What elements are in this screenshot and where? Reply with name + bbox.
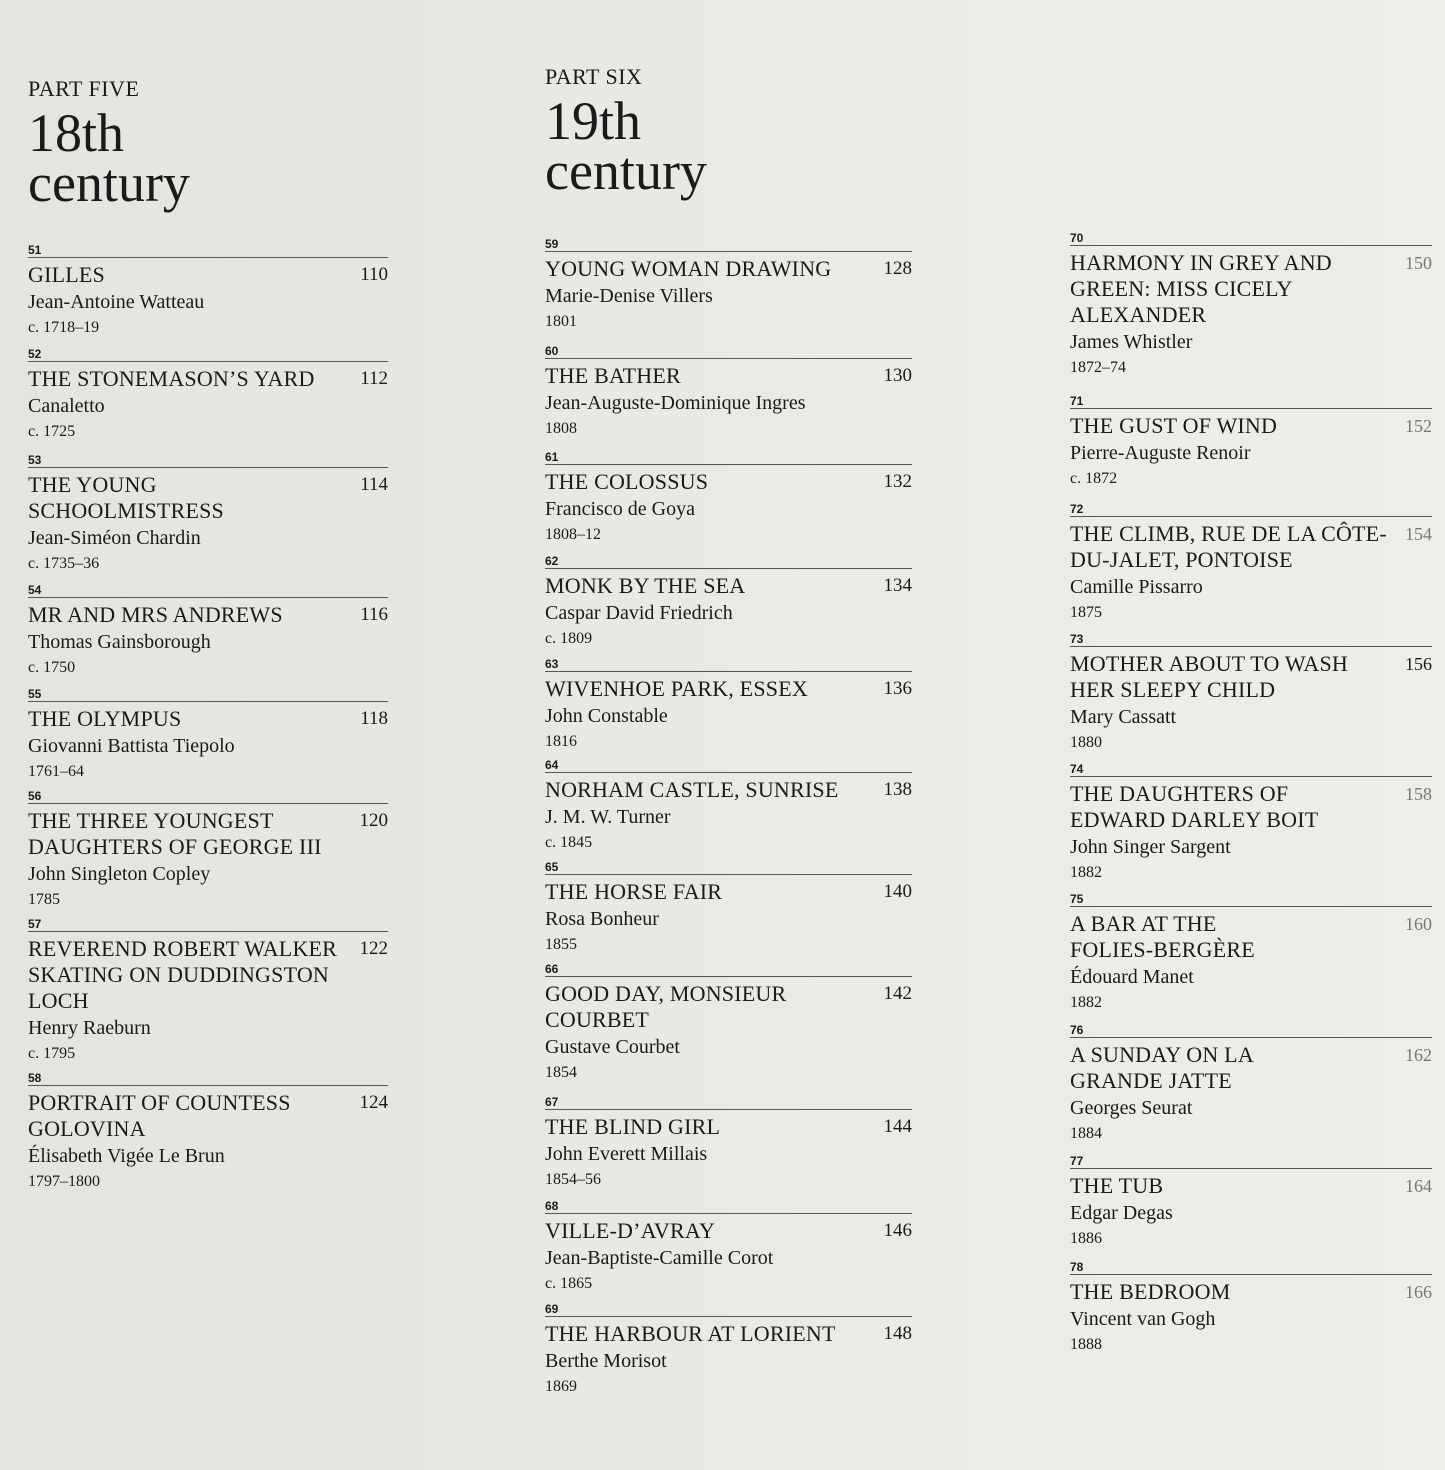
entry-title: THE OLYMPUS xyxy=(28,706,182,731)
entry-number: 69 xyxy=(545,1302,559,1316)
entry-date: 1888 xyxy=(1070,1336,1102,1353)
entry-title: THE HARBOUR AT LORIENT xyxy=(545,1321,836,1346)
contents-entry[interactable] xyxy=(1070,503,1432,633)
entry-number: 56 xyxy=(28,789,42,803)
entry-title: GOOD DAY, MONSIEUR COURBET xyxy=(545,981,787,1032)
entry-number: 63 xyxy=(545,657,559,671)
entry-number: 73 xyxy=(1070,632,1084,646)
entry-title: THE YOUNG SCHOOLMISTRESS xyxy=(28,472,224,523)
contents-entry[interactable] xyxy=(545,345,912,451)
contents-entry[interactable] xyxy=(545,555,912,658)
entry-artist: Caspar David Friedrich xyxy=(545,602,733,624)
entry-page-number: 116 xyxy=(360,604,388,625)
entry-date: c. 1795 xyxy=(28,1045,76,1062)
entry-date: c. 1750 xyxy=(28,659,76,676)
entry-date: 1882 xyxy=(1070,864,1102,881)
entry-title: MR AND MRS ANDREWS xyxy=(28,602,283,627)
contents-entry[interactable] xyxy=(545,451,912,555)
entry-date: 1808 xyxy=(545,420,577,437)
entry-page-number: 138 xyxy=(883,779,912,800)
entry-page-number: 132 xyxy=(883,471,912,492)
entry-date: c. 1725 xyxy=(28,423,76,440)
entry-number: 72 xyxy=(1070,502,1084,516)
entry-number: 67 xyxy=(545,1095,559,1109)
entry-page-number: 114 xyxy=(360,474,388,495)
entry-date: 1882 xyxy=(1070,994,1102,1011)
entry-artist: Rosa Bonheur xyxy=(545,908,659,930)
entry-number: 61 xyxy=(545,450,559,464)
part-title-line: 19th xyxy=(545,91,642,151)
entry-number: 55 xyxy=(28,687,42,701)
entry-title: NORHAM CASTLE, SUNRISE xyxy=(545,777,839,802)
entry-number: 77 xyxy=(1070,1154,1084,1168)
entry-number: 53 xyxy=(28,453,42,467)
entry-date: 1785 xyxy=(28,891,60,908)
part-label: PART FIVE xyxy=(28,76,140,101)
entry-page-number: 146 xyxy=(883,1220,912,1241)
entry-page-number: 140 xyxy=(883,881,912,902)
entry-page-number: 162 xyxy=(1405,1045,1432,1065)
contents-entry[interactable] xyxy=(28,244,388,348)
entry-page-number: 166 xyxy=(1405,1282,1432,1302)
contents-entry[interactable] xyxy=(545,1303,912,1407)
entry-number: 71 xyxy=(1070,394,1084,408)
entry-title: THE COLOSSUS xyxy=(545,469,709,494)
entry-page-number: 156 xyxy=(1405,654,1432,674)
contents-entry[interactable] xyxy=(545,658,912,759)
entry-page-number: 150 xyxy=(1405,253,1432,273)
entry-artist: Gustave Courbet xyxy=(545,1036,680,1058)
entry-number: 62 xyxy=(545,554,559,568)
entry-date: 1872–74 xyxy=(1070,359,1126,376)
entry-page-number: 164 xyxy=(1405,1176,1432,1196)
entry-artist: John Constable xyxy=(545,705,668,727)
contents-entry[interactable] xyxy=(1070,1155,1432,1261)
entry-page-number: 152 xyxy=(1405,416,1432,436)
entry-title: A SUNDAY ON LA GRANDE JATTE xyxy=(1070,1042,1253,1093)
entry-artist: Camille Pissarro xyxy=(1070,576,1203,598)
entry-date: c. 1865 xyxy=(545,1275,593,1292)
contents-entry[interactable] xyxy=(1070,633,1432,763)
entry-artist: Jean-Antoine Watteau xyxy=(28,291,205,313)
entry-title: REVEREND ROBERT WALKER SKATING ON DUDDINGSTON LOCH xyxy=(28,936,338,1013)
entry-artist: Henry Raeburn xyxy=(28,1017,151,1039)
contents-entry[interactable] xyxy=(545,1200,912,1303)
entry-number: 78 xyxy=(1070,1260,1084,1274)
entry-artist: Edgar Degas xyxy=(1070,1202,1173,1224)
entry-page-number: 130 xyxy=(883,365,912,386)
contents-entry[interactable] xyxy=(28,348,388,454)
part-title xyxy=(545,91,707,201)
entry-date: c. 1809 xyxy=(545,630,593,647)
entry-page-number: 122 xyxy=(359,938,388,959)
entry-title: MOTHER ABOUT TO WASH HER SLEEPY CHILD xyxy=(1070,651,1349,702)
entry-page-number: 128 xyxy=(883,258,912,279)
entry-title: THE THREE YOUNGEST DAUGHTERS OF GEORGE III xyxy=(28,808,322,859)
entry-date: 1808–12 xyxy=(545,526,601,543)
part-title-line: century xyxy=(545,141,707,201)
entry-date: 1875 xyxy=(1070,604,1102,621)
entry-page-number: 112 xyxy=(360,368,388,389)
entry-title: GILLES xyxy=(28,262,105,287)
entry-artist: Édouard Manet xyxy=(1070,966,1194,988)
entry-title: YOUNG WOMAN DRAWING xyxy=(545,256,832,281)
entry-date: 1855 xyxy=(545,936,577,953)
entry-page-number: 134 xyxy=(883,575,912,596)
entry-page-number: 160 xyxy=(1405,914,1432,934)
entry-page-number: 120 xyxy=(359,810,388,831)
part-title xyxy=(28,103,190,213)
contents-column-left xyxy=(28,244,388,1202)
entry-title: A BAR AT THE FOLIES-BERGÈRE xyxy=(1070,911,1255,962)
entry-title: THE DAUGHTERS OF EDWARD DARLEY BOIT xyxy=(1070,781,1319,832)
entry-artist: Jean-Baptiste-Camille Corot xyxy=(545,1247,774,1269)
contents-entry[interactable] xyxy=(545,1096,912,1200)
contents-column-middle xyxy=(545,238,912,1407)
entry-title: HARMONY IN GREY AND GREEN: MISS CICELY ALEXANDER xyxy=(1070,250,1332,327)
entry-number: 65 xyxy=(545,860,559,874)
entry-title: THE GUST OF WIND xyxy=(1070,413,1278,438)
entry-artist: Pierre-Auguste Renoir xyxy=(1070,442,1251,464)
entry-number: 70 xyxy=(1070,231,1084,245)
entry-number: 68 xyxy=(545,1199,559,1213)
entry-artist: Élisabeth Vigée Le Brun xyxy=(28,1145,225,1167)
entry-title: THE BEDROOM xyxy=(1070,1279,1231,1304)
contents-entry[interactable] xyxy=(545,963,912,1096)
contents-entry[interactable] xyxy=(545,238,912,345)
contents-entry[interactable] xyxy=(28,584,388,688)
contents-entry[interactable] xyxy=(28,1072,388,1202)
entry-page-number: 144 xyxy=(883,1116,912,1137)
entry-number: 57 xyxy=(28,917,42,931)
entry-artist: Georges Seurat xyxy=(1070,1097,1193,1119)
entry-date: c. 1845 xyxy=(545,834,593,851)
entry-date: 1816 xyxy=(545,733,577,750)
entry-date: 1797–1800 xyxy=(28,1173,100,1190)
entry-number: 54 xyxy=(28,583,42,597)
entry-title: THE TUB xyxy=(1070,1173,1164,1198)
entry-number: 66 xyxy=(545,962,559,976)
part-title-line: 18th xyxy=(28,103,125,163)
entry-artist: Marie-Denise Villers xyxy=(545,285,713,307)
entry-artist: Jean-Auguste-Dominique Ingres xyxy=(545,392,806,414)
entry-artist: Berthe Morisot xyxy=(545,1350,667,1372)
entry-date: 1854 xyxy=(545,1064,577,1081)
entry-title: THE CLIMB, RUE DE LA CÔTE-DU-JALET, PONTOISE xyxy=(1070,521,1387,572)
contents-entry[interactable] xyxy=(1070,893,1432,1024)
contents-entry[interactable] xyxy=(545,759,912,861)
entry-page-number: 136 xyxy=(883,678,912,699)
entry-title: THE BLIND GIRL xyxy=(545,1114,721,1139)
entry-artist: John Singer Sargent xyxy=(1070,836,1231,858)
contents-entry[interactable] xyxy=(1070,1024,1432,1155)
entry-page-number: 124 xyxy=(359,1092,388,1113)
entry-date: 1886 xyxy=(1070,1230,1102,1247)
contents-entry[interactable] xyxy=(28,790,388,918)
contents-entry[interactable] xyxy=(545,861,912,963)
entry-title: THE HORSE FAIR xyxy=(545,879,723,904)
entry-page-number: 110 xyxy=(360,264,388,285)
part-six-header xyxy=(545,64,707,201)
contents-entry[interactable] xyxy=(1070,1261,1432,1367)
entry-page-number: 158 xyxy=(1405,784,1432,804)
entry-date: c. 1735–36 xyxy=(28,555,100,572)
entry-number: 64 xyxy=(545,758,559,772)
entry-date: c. 1872 xyxy=(1070,470,1118,487)
entry-date: 1884 xyxy=(1070,1125,1102,1142)
contents-entry[interactable] xyxy=(28,918,388,1072)
part-label: PART SIX xyxy=(545,64,643,89)
entry-page-number: 142 xyxy=(883,983,912,1004)
entry-title: PORTRAIT OF COUNTESS GOLOVINA xyxy=(28,1090,291,1141)
contents-column-right xyxy=(1070,232,1432,1367)
contents-entry[interactable] xyxy=(1070,232,1432,395)
entry-date: c. 1718–19 xyxy=(28,319,100,336)
entry-artist: Canaletto xyxy=(28,395,105,417)
entry-artist: John Singleton Copley xyxy=(28,863,211,885)
entry-date: 1801 xyxy=(545,313,577,330)
entry-artist: Vincent van Gogh xyxy=(1070,1308,1216,1330)
entry-title: MONK BY THE SEA xyxy=(545,573,746,598)
entry-date: 1880 xyxy=(1070,734,1102,751)
part-five-header xyxy=(28,76,190,213)
entry-title: THE BATHER xyxy=(545,363,681,388)
entry-artist: J. M. W. Turner xyxy=(545,806,671,828)
contents-entry[interactable] xyxy=(28,454,388,584)
contents-entry[interactable] xyxy=(1070,763,1432,893)
entry-artist: Thomas Gainsborough xyxy=(28,631,211,653)
entry-artist: Mary Cassatt xyxy=(1070,706,1177,728)
entry-number: 60 xyxy=(545,344,559,358)
entry-date: 1854–56 xyxy=(545,1171,601,1188)
entry-number: 74 xyxy=(1070,762,1084,776)
entry-artist: Jean-Siméon Chardin xyxy=(28,527,201,549)
entry-title: WIVENHOE PARK, ESSEX xyxy=(545,676,808,701)
entry-number: 52 xyxy=(28,347,42,361)
entry-page-number: 118 xyxy=(360,708,388,729)
entry-artist: Giovanni Battista Tiepolo xyxy=(28,735,235,757)
contents-entry[interactable] xyxy=(28,688,388,790)
entry-page-number: 154 xyxy=(1405,524,1432,544)
entry-artist: John Everett Millais xyxy=(545,1143,708,1165)
entry-number: 58 xyxy=(28,1071,42,1085)
part-title-line: century xyxy=(28,153,190,213)
entry-page-number: 148 xyxy=(883,1323,912,1344)
entry-number: 59 xyxy=(545,237,559,251)
entry-date: 1761–64 xyxy=(28,763,84,780)
contents-entry[interactable] xyxy=(1070,395,1432,503)
entry-artist: Francisco de Goya xyxy=(545,498,695,520)
entry-date: 1869 xyxy=(545,1378,577,1395)
entry-title: VILLE-D’AVRAY xyxy=(545,1218,716,1243)
entry-title: THE STONEMASON’S YARD xyxy=(28,366,315,391)
entry-number: 51 xyxy=(28,243,42,257)
entry-artist: James Whistler xyxy=(1070,331,1193,353)
entry-number: 75 xyxy=(1070,892,1084,906)
entry-number: 76 xyxy=(1070,1023,1084,1037)
